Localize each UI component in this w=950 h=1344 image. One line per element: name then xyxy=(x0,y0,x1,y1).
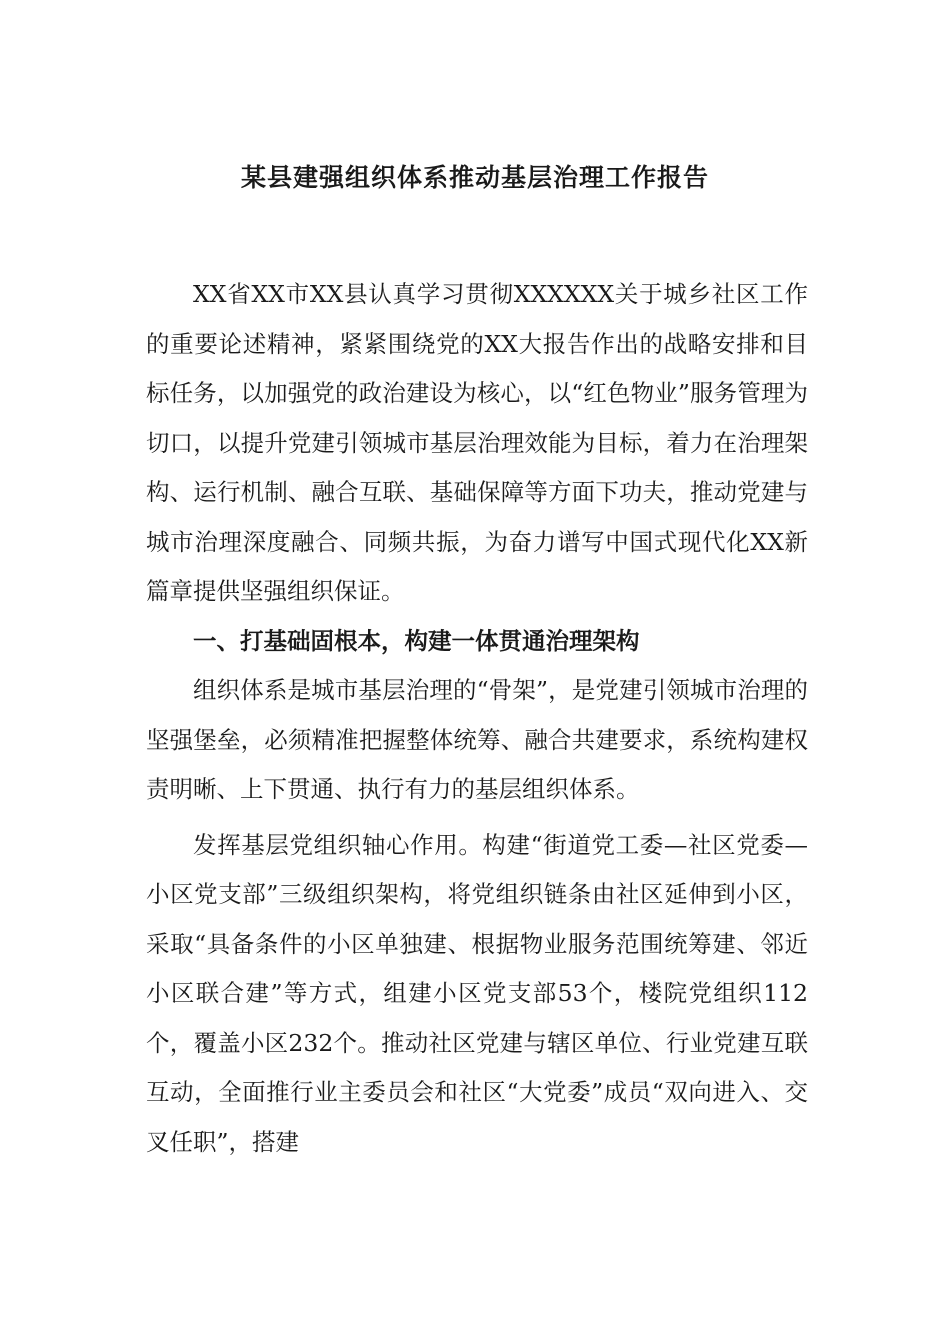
document-title: 某县建强组织体系推动基层治理工作报告 xyxy=(240,163,709,192)
section1-paragraph-2: 发挥基层党组织轴心作用。构建“街道党工委—社区党委—小区党支部”三级组织架构，将党组织链条由社区延伸到小区，采取“具备条件的小区单独建、根据物业服务范围统筹建、邻近小区联合建”等方式，组建小区党支部53个，楼院党组织112个，覆盖小区232个。推动社区党建与辖区单位、行业党建互联互动，全面推行业主委员会和社区“大党委”成员“双向进入、交叉任职”，搭建 xyxy=(146,830,808,1156)
section1-paragraph-1: 组织体系是城市基层治理的“骨架”，是党建引领城市治理的坚强堡垒，必须精准把握整体统筹、融合共建要求，系统构建权责明晰、上下贯通、执行有力的基层组织体系。 xyxy=(146,676,808,803)
intro-paragraph: XX省XX市XX县认真学习贯彻XXXXXX关于城乡社区工作的重要论述精神，紧紧围绕党的XX大报告作出的战略安排和目标任务，以加强党的政治建设为核心，以“红色物业”服务管理为切口，以提升党建引领城市基层治理效能为目标，着力在治理架构、运行机制、融合互联、基础保障等方面下功夫，推动党建与城市治理深度融合、同频共振，为奋力谱写中国式现代化XX新篇章提供坚强组织保证。 xyxy=(146,280,808,605)
section-heading-1: 一、打基础固根本，构建一体贯通治理架构 xyxy=(193,626,640,655)
document-body xyxy=(146,270,808,1167)
